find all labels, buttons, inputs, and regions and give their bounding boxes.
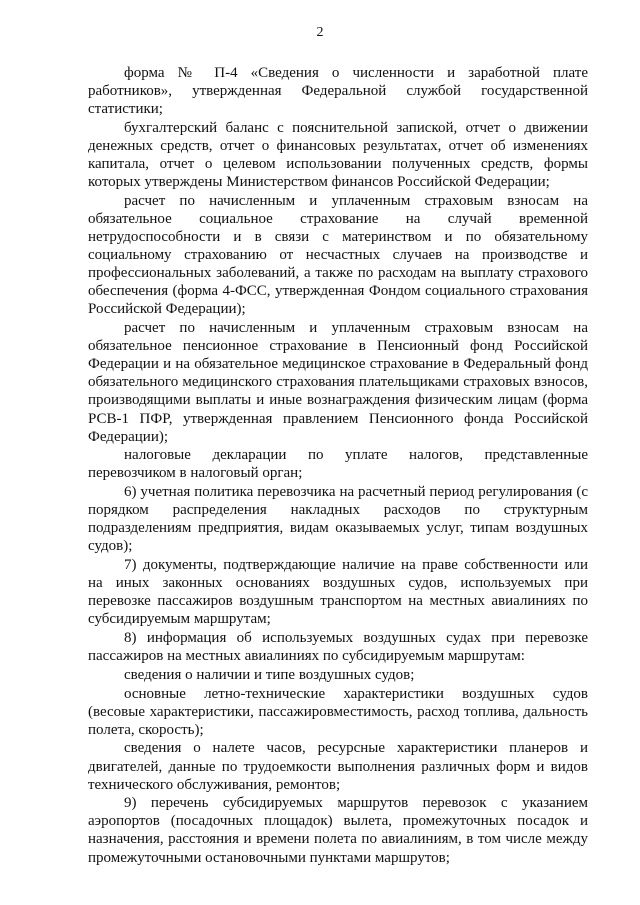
paragraph-flight-characteristics: основные летно-технические характеристики воздушных судов (весовые характеристики, пассажировместимость, расход топлива, дальность полета, скорость);	[88, 685, 588, 738]
paragraph-fss-calculation: расчет по начисленным и уплаченным страховым взносам на обязательное социальное страхование на случай временной нетрудоспособности и в связи с материнством и по обязательному социальному страхованию от несчастных случаев на производстве и профессиональных заболеваний, а также по расходам на выплату страхового обеспечения (форма 4-ФСС, утвержденная Фондом социального страхования Российской Федерации);	[88, 192, 588, 318]
paragraph-balance-sheet: бухгалтерский баланс с пояснительной запиской, отчет о движении денежных средств, отчет о финансовых результатах, отчет об изменениях капитала, отчет о целевом использовании полученных средств, формы которых утверждены Министерством финансов Российской Федерации;	[88, 119, 588, 191]
paragraph-aircraft-availability: сведения о наличии и типе воздушных судов;	[124, 666, 415, 683]
paragraph-item-7: 7) документы, подтверждающие наличие на праве собственности или на иных законных основаниях воздушных судов, используемых при перевозке пассажиров воздушным транспортом на местных авиалиниях по субсидируемым маршрутам;	[88, 557, 588, 628]
paragraph-item-8: 8) информация об используемых воздушных судах при перевозке пассажиров на местных авиалиниях по субсидируемым маршрутам:	[88, 630, 588, 665]
paragraph-flight-hours: сведения о налете часов, ресурсные характеристики планеров и двигателей, данные по трудоемкости выполнения различных форм и видов технического обслуживания, ремонтов;	[88, 740, 588, 793]
page-number: 2	[316, 25, 324, 40]
paragraph-item-6: 6) учетная политика перевозчика на расчетный период регулирования (с порядком распределения накладных расходов по структурным подразделениям предприятия, видам оказываемых услуг, типам воздушных судов);	[88, 484, 588, 555]
paragraph-tax-declarations: налоговые декларации по уплате налогов, представленные перевозчиком в налоговый орган;	[88, 447, 588, 482]
paragraph-pfr-calculation: расчет по начисленным и уплаченным страховым взносам на обязательное пенсионное страхование в Пенсионный фонд Российской Федерации и на обязательное медицинское страхование в Федеральный фонд обязательного медицинского страхования плательщиками страховых взносов, производящими выплаты и иные вознаграждения физическим лицам (форма РСВ-1 ПФР, утвержденная правлением Пенсионного фонда Российской Федерации);	[88, 320, 588, 445]
document-body	[88, 64, 588, 867]
paragraph-item-9: 9) перечень субсидируемых маршрутов перевозок с указанием аэропортов (посадочных площадок) вылета, промежуточных посадок и назначения, расстояния и времени полета по авиалиниям, в том числе между промежуточными остановочными пунктами маршрутов;	[88, 795, 588, 866]
paragraph-form-p4: форма № П-4 «Сведения о численности и заработной плате работников», утвержденная Федеральной службой государственной статистики;	[88, 65, 588, 118]
